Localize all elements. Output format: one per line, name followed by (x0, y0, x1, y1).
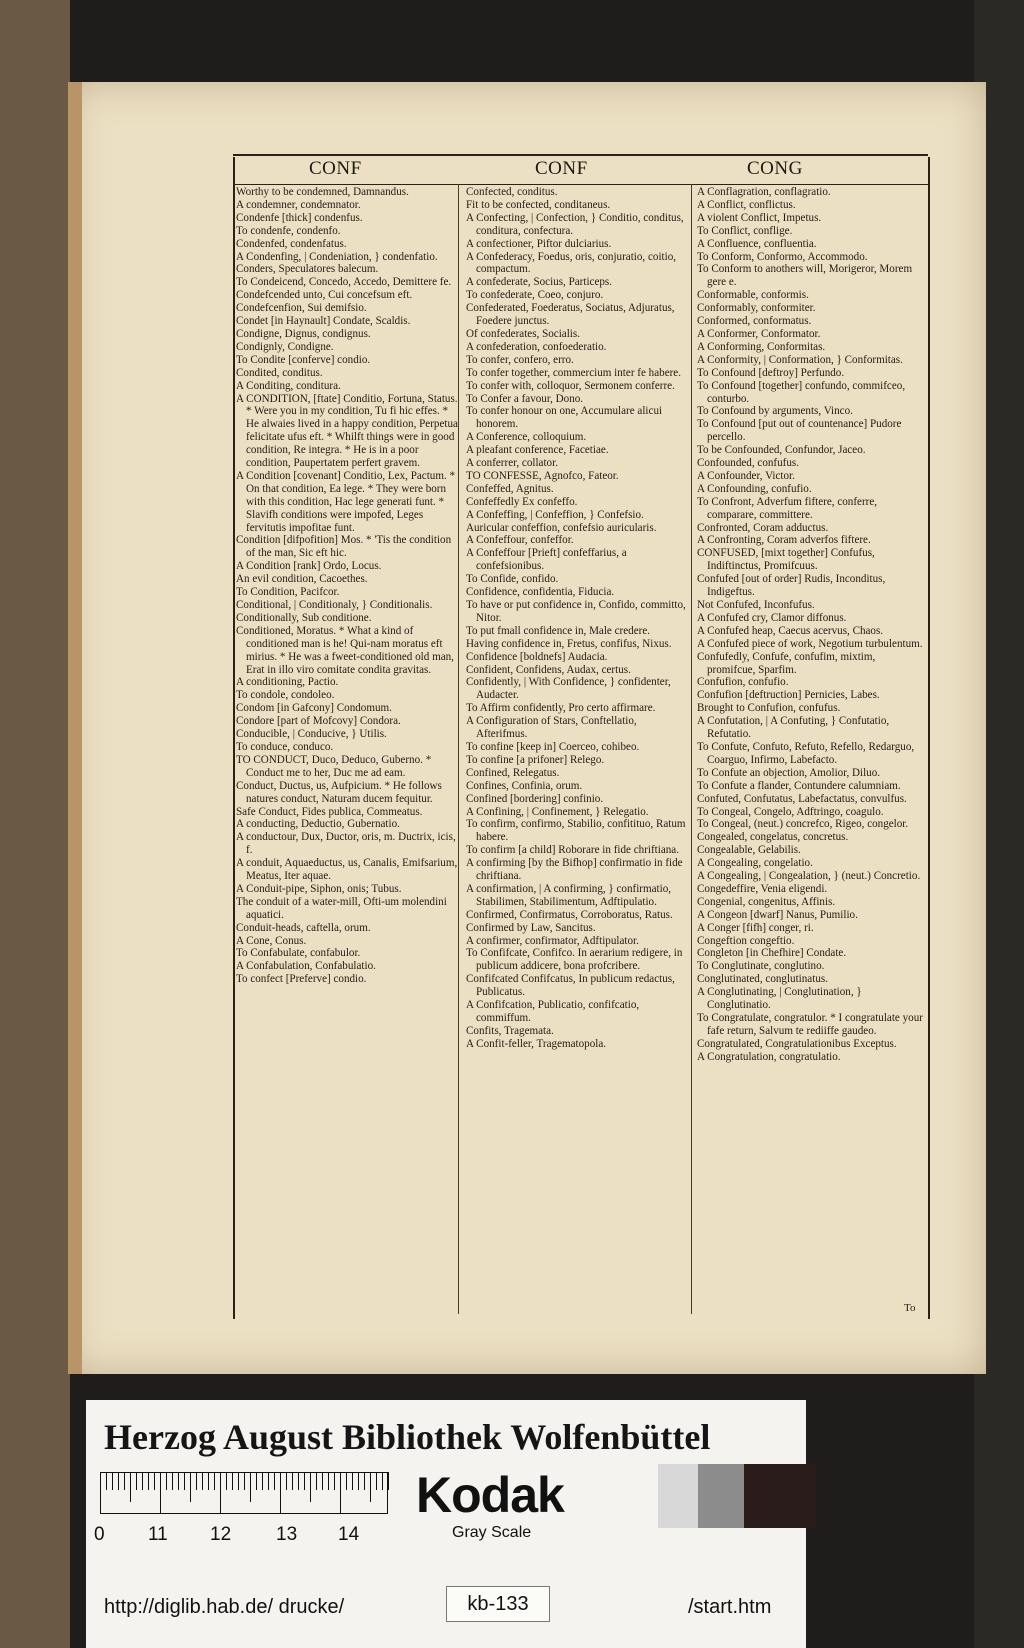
dictionary-entry: Congedeffire, Venia eligendi. (697, 882, 828, 895)
dictionary-entry: A Confutation, | A Confuting, } Confutatio, Refutatio. (697, 715, 890, 741)
dictionary-entry: Conditioned, Moratus. * What a kind of conditioned man is he! Qui-nam moratus eft mirius. * He was a fweet-conditioned old man, Erat in illo viro comitate condita gravitas. (236, 624, 454, 676)
dictionary-entry: A Conformity, | Conformation, } Conformitas. (697, 353, 903, 366)
scale-tick (292, 1472, 293, 1490)
scale-tick (178, 1472, 179, 1490)
dictionary-entry: Conduct, Ductus, us, Aufpicium. * He follows natures conduct, Naturam ducem fequitur. (236, 779, 442, 805)
dictionary-entry: Confirmed, Confirmatus, Corroboratus, Ratus. (466, 908, 673, 921)
dictionary-entry: Congealable, Gelabilis. (697, 844, 801, 857)
scale-number: 14 (338, 1524, 360, 1545)
dictionary-entry: Congenial, congenitus, Affinis. (697, 895, 836, 908)
scale-number: 11 (148, 1524, 168, 1545)
dictionary-entry: Condenfe [thick] condenfus. (236, 211, 363, 224)
dictionary-entry: Conformed, conformatus. (697, 315, 812, 328)
dictionary-entry: To Confute an objection, Amolior, Diluo. (697, 766, 881, 779)
scale-tick (226, 1472, 227, 1490)
scale-tick (388, 1472, 389, 1490)
dictionary-entry: Conditionally, Sub conditione. (236, 611, 372, 624)
scale-tick (364, 1472, 365, 1490)
column-rule (691, 184, 692, 1314)
dictionary-entry: Condigne, Dignus, condignus. (236, 327, 371, 340)
dictionary-entry: Confufed [out of order] Rudis, Inconditus, Indigeftus. (697, 573, 886, 599)
dictionary-entry: A Confounding, confufio. (697, 482, 812, 495)
scale-tick (274, 1472, 275, 1490)
scale-tick (160, 1472, 161, 1514)
dictionary-entry: A violent Conflict, Impetus. (697, 211, 822, 224)
dictionary-entry: Of confederates, Socialis. (466, 327, 580, 340)
dictionary-entry: A conferrer, collator. (466, 457, 558, 470)
dictionary-entry: A Confabulation, Confabulatio. (236, 960, 376, 973)
scale-tick (310, 1472, 311, 1502)
dictionary-entry: To Condeicend, Concedo, Accedo, Demittere fe. (236, 276, 452, 289)
dictionary-entry: TO CONDUCT, Duco, Deduco, Guberno. * Conduct me to her, Duc me ad eam. (236, 753, 432, 779)
scale-tick (196, 1472, 197, 1490)
scale-tick (154, 1472, 155, 1490)
dictionary-entry: Confirmed by Law, Sancitus. (466, 921, 596, 934)
dictionary-entry: To have or put confidence in, Confido, committo, Nitor. (466, 599, 686, 624)
dictionary-entry: Confifcated Confifcatus, In publicum redactus, Publicatus. (466, 973, 675, 999)
scale-number: 12 (210, 1524, 232, 1545)
scale-tick (250, 1472, 251, 1502)
scale-tick (142, 1472, 143, 1490)
scale-tick (190, 1472, 191, 1502)
dictionary-entry: Condore [part of Mofcovy] Condora. (236, 715, 401, 728)
dictionary-entry: A Conflict, conflictus. (697, 198, 796, 211)
dictionary-entry: A confederation, confoederatio. (466, 340, 607, 353)
dictionary-entry: Confident, Confidens, Audax, certus. (466, 663, 631, 676)
column-1 (236, 186, 458, 1312)
dictionary-entry: Congleton [in Chefhire] Condate. (697, 947, 847, 960)
kodak-logo: Kodak (416, 1467, 564, 1523)
scale-tick (202, 1472, 203, 1490)
dictionary-entry: Confufion [deftruction] Pernicies, Labes. (697, 689, 880, 702)
dictionary-entry: Condet [in Haynault] Condate, Scaldis. (236, 315, 411, 328)
dictionary-entry: Confined, Relegatus. (466, 766, 560, 779)
dictionary-entry: Congratulated, Congratulationibus Exceptus. (697, 1037, 897, 1050)
dictionary-entry: To condenfe, condenfo. (236, 224, 341, 237)
dictionary-entry: Conditional, | Conditionaly, } Conditionalis. (236, 599, 433, 611)
gray-patch-mid (698, 1464, 744, 1528)
dictionary-entry: To confer honour on one, Accumulare alicui honorem. (466, 405, 663, 431)
dictionary-entry: A Confufed heap, Caecus acervus, Chaos. (697, 624, 884, 637)
dictionary-entry: A conditioning, Pactio. (236, 676, 339, 689)
scale-number: 13 (276, 1524, 298, 1545)
dictionary-entry: Conduit-heads, caftella, orum. (236, 921, 371, 934)
dictionary-entry: A Confit-feller, Tragematopola. (466, 1037, 607, 1050)
scale-tick (352, 1472, 353, 1490)
scale-tick (298, 1472, 299, 1490)
dictionary-entry: Condited, conditus. (236, 366, 323, 379)
scale-tick (334, 1472, 335, 1490)
scale-tick (118, 1472, 119, 1490)
header-center: CONF (535, 158, 588, 179)
dictionary-entry: A Confeffour [Prieft] confeffarius, a confefsionibus. (466, 547, 627, 573)
dictionary-entry: A Congratulation, congratulatio. (697, 1050, 841, 1063)
dictionary-entry: Condefcended unto, Cui concefsum eft. (236, 289, 413, 302)
dictionary-entry: A Confecting, | Confection, } Conditio, conditus, conditura, confectura. (466, 211, 684, 237)
column-3 (697, 186, 923, 1312)
dictionary-entry: To Confabulate, confabulor. (236, 947, 361, 960)
dictionary-entry: To confer with, colloquor, Sermonem conferre. (466, 379, 675, 392)
dictionary-entry: A Confufed piece of work, Negotium turbulentum. (697, 637, 923, 650)
dictionary-entry: To Conform, Conformo, Accommodo. (697, 250, 868, 263)
dictionary-entry: A confirmer, confirmator, Adftipulator. (466, 934, 639, 947)
dictionary-entry: To be Confounded, Confundor, Jaceo. (697, 444, 866, 457)
shelfmark-box: kb-133 (446, 1586, 550, 1622)
dictionary-entry: To confer together, commercium inter fe habere. (466, 366, 682, 379)
dictionary-entry: To Confound [together] confundo, commifceo, conturbo. (697, 379, 906, 405)
dictionary-entry: To Confound by arguments, Vinco. (697, 405, 853, 418)
column-rule (458, 184, 459, 1314)
dictionary-entry: Conders, Speculatores balecum. (236, 263, 379, 276)
dictionary-entry: To Congeal, Congelo, Adftringo, coagulo. (697, 805, 884, 818)
scale-tick (148, 1472, 149, 1490)
dictionary-entry: To conduce, conduco. (236, 740, 334, 753)
dictionary-entry: To confect [Preferve] condio. (236, 973, 367, 986)
dictionary-entry: Confederated, Foederatus, Sociatus, Adjuratus, Foedere junctus. (466, 302, 675, 328)
start-path: /start.htm (688, 1596, 772, 1618)
dictionary-entry: Congeftion congeftio. (697, 934, 795, 947)
scale-tick (130, 1472, 131, 1502)
column-2 (466, 186, 688, 1312)
library-url: http://diglib.hab.de/ drucke/ (104, 1596, 345, 1618)
dictionary-entry: Auricular confeffion, confefsio auricularis. (466, 521, 657, 534)
header-right: CONG (747, 158, 803, 179)
dictionary-entry: A Congeon [dwarf] Nanus, Pumilio. (697, 908, 858, 921)
scale-tick (112, 1472, 113, 1490)
dictionary-entry: To Confer a favour, Dono. (466, 392, 584, 405)
dictionary-entry: A confirming [by the Bifhop] confirmatio in fide chriftiana. (466, 857, 683, 883)
dictionary-entry: A Cone, Conus. (236, 934, 307, 947)
dictionary-entry: A Conger [fifh] conger, ri. (697, 921, 814, 934)
dictionary-entry: Confeffedly Ex confeffo. (466, 495, 578, 508)
dictionary-entry: A Confufed cry, Clamor diffonus. (697, 611, 847, 624)
dictionary-entry: To condole, condoleo. (236, 689, 335, 702)
dictionary-entry: Confronted, Coram adductus. (697, 521, 829, 534)
dictionary-entry: Condignly, Condigne. (236, 340, 334, 353)
gray-patch-dark (744, 1464, 816, 1528)
scale-tick (106, 1472, 107, 1490)
scale-tick (322, 1472, 323, 1490)
dictionary-entry: An evil condition, Cacoethes. (236, 573, 368, 586)
dictionary-entry: A Confining, | Confinement, } Relegatio. (466, 805, 649, 818)
dictionary-entry: To put fmall confidence in, Male credere. (466, 624, 651, 637)
scale-tick (244, 1472, 245, 1490)
dictionary-entry: A Confeffing, | Confeffion, } Confefsio. (466, 508, 644, 521)
scale-tick (346, 1472, 347, 1490)
scale-tick (256, 1472, 257, 1490)
scale-tick (208, 1472, 209, 1490)
dictionary-entry: A Condition [rank] Ordo, Locus. (236, 560, 382, 573)
dictionary-entry: Confidence [boldnefs] Audacia. (466, 650, 608, 663)
dictionary-entry: Safe Conduct, Fides publica, Commeatus. (236, 805, 423, 818)
dictionary-entry: The conduit of a water-mill, Ofti-um molendini aquatici. (236, 895, 447, 921)
dictionary-entry: Confufedly, Confufe, confufim, mixtim, promifcue, Sparfim. (697, 650, 876, 676)
dictionary-entry: A Congealing, congelatio. (697, 857, 813, 870)
dictionary-entry: A Condenfing, | Condeniation, } condenfatio. (236, 250, 438, 263)
scale-tick (166, 1472, 167, 1490)
catchword: To (904, 1302, 916, 1314)
dictionary-entry: Confidently, | With Confidence, } confidenter, Audacter. (466, 676, 671, 702)
dictionary-entry: To Congeal, (neut.) concrefco, Rigeo, congelor. (697, 818, 909, 831)
dictionary-entry: A Conglutinating, | Conglutination, } Conglutinatio. (697, 986, 862, 1012)
dictionary-entry: Condition [difpofition] Mos. * 'Tis the condition of the man, Sic eft hic. (236, 534, 452, 560)
dictionary-entry: To Condition, Pacifcor. (236, 586, 340, 599)
library-name: Herzog August Bibliothek Wolfenbüttel (104, 1417, 711, 1457)
scale-tick (286, 1472, 287, 1490)
dictionary-entry: A Confluence, confluentia. (697, 237, 817, 250)
dictionary-entry: To Conglutinate, conglutino. (697, 960, 825, 973)
dictionary-entry: To Confront, Adverfum fiftere, conferre, comparare, committere. (697, 495, 878, 521)
dictionary-entry: Confounded, confufus. (697, 457, 799, 470)
dictionary-entry: Conducible, | Conducive, } Utilis. (236, 728, 387, 741)
scale-tick (340, 1472, 341, 1514)
dictionary-entry: To Congratulate, congratulor. * I congratulate your fafe return, Salvum te rediiffe gaudeo. (697, 1012, 923, 1037)
book-gutter (0, 0, 70, 1648)
dictionary-entry: Confines, Confinia, orum. (466, 779, 583, 792)
dictionary-entry: To confine [a prifoner] Relego. (466, 753, 605, 766)
dictionary-entry: CONFUSED, [mixt together] Confufus, Indiftinctus, Promifcuus. (697, 547, 875, 573)
dictionary-entry: To Confifcate, Confifco. In aerarium redigere, in publicum addicere, bona profcribere. (466, 947, 683, 973)
scale-tick (370, 1472, 371, 1502)
dictionary-entry: A conduit, Aquaeductus, us, Canalis, Emifsarium, Meatus, Iter aquae. (236, 857, 458, 883)
dictionary-entry: A pleafant conference, Facetiae. (466, 444, 609, 457)
dictionary-entry: A Confronting, Coram adverfos fiftere. (697, 534, 871, 547)
dictionary-entry: A confederate, Socius, Particeps. (466, 276, 613, 289)
scale-tick (232, 1472, 233, 1490)
dictionary-entry: To confederate, Coeo, conjuro. (466, 289, 604, 302)
dictionary-entry: A Condition [covenant] Conditio, Lex, Pactum. * On that condition, Ea lege. * They were born with this condition, Hac lege generati funt. * Slavifh conditions were impofed, Leges fervitutis impofitae funt. (236, 469, 456, 534)
dictionary-entry: A Congealing, | Congealation, } (neut.) Concretio. (697, 870, 921, 883)
scale-tick (172, 1472, 173, 1490)
dictionary-entry: A condemner, condemnator. (236, 198, 361, 211)
scale-number: 0 (94, 1524, 105, 1545)
dictionary-entry: Confidence, confidentia, Fiducia. (466, 586, 615, 599)
scale-tick (262, 1472, 263, 1490)
dictionary-entry: Not Confufed, Inconfufus. (697, 599, 815, 611)
dictionary-entry: Worthy to be condemned, Damnandus. (236, 186, 409, 198)
dictionary-entry: Brought to Confufion, confufus. (697, 702, 841, 715)
dictionary-entry: To Confound [deftroy] Perfundo. (697, 366, 845, 379)
dictionary-entry: Conformably, conformiter. (697, 302, 816, 315)
dictionary-entry: A Conformer, Conformator. (697, 327, 821, 340)
scale-tick (238, 1472, 239, 1490)
dictionary-entry: Confined [bordering] confinio. (466, 792, 604, 805)
dictionary-entry: A Conditing, conditura. (236, 379, 341, 392)
dictionary-entry: A Conduit-pipe, Siphon, onis; Tubus. (236, 882, 402, 895)
dictionary-entry: To confirm [a child] Roborare in fide chriftiana. (466, 844, 680, 857)
dictionary-entry: Conformable, conformis. (697, 289, 809, 302)
measure-scale (100, 1472, 388, 1514)
dictionary-entry: A confectioner, Piftor dulciarius. (466, 237, 612, 250)
header-left: CONF (309, 158, 362, 179)
dictionary-entry: A Conforming, Conformitas. (697, 340, 826, 353)
dictionary-entry: A Confounder, Victor. (697, 469, 795, 482)
dictionary-entry: To Confide, confido. (466, 573, 559, 586)
scale-tick (280, 1472, 281, 1514)
scale-tick (136, 1472, 137, 1490)
scale-tick (184, 1472, 185, 1490)
dictionary-entry: To Affirm confidently, Pro certo affirmare. (466, 702, 656, 715)
dictionary-entry: Congealed, congelatus, concretus. (697, 831, 849, 844)
page-edge (68, 82, 82, 1374)
scale-tick (214, 1472, 215, 1490)
dictionary-entry: Confufion, confufio. (697, 676, 789, 689)
scale-tick (328, 1472, 329, 1490)
dictionary-entry: To Confute a flander, Contundere calumniam. (697, 779, 901, 792)
dictionary-entry: A Confifcation, Publicatio, confifcatio, commiffum. (466, 999, 640, 1024)
scale-tick (220, 1472, 221, 1514)
dictionary-entry: Confuted, Confutatus, Labefactatus, convulfus. (697, 792, 907, 805)
dictionary-entry: Confeffed, Agnitus. (466, 482, 554, 495)
scale-tick (304, 1472, 305, 1490)
dictionary-entry: Confits, Tragemata. (466, 1024, 554, 1037)
dictionary-entry: A Conflagration, conflagratio. (697, 186, 831, 198)
dictionary-entry: To confer, confero, erro. (466, 353, 574, 366)
dictionary-entry: Condom [in Gafcony] Condomum. (236, 702, 392, 715)
dictionary-entry: Conglutinated, conglutinatus. (697, 973, 828, 986)
dictionary-entry: Fit to be confected, conditaneus. (466, 198, 611, 211)
dictionary-entry: To confine [keep in] Coerceo, cohibeo. (466, 740, 640, 753)
scale-tick (376, 1472, 377, 1490)
dictionary-entry: A confirmation, | A confirming, } confirmatio, Stabilimen, Stabilimentum, Adftipulatio. (466, 882, 672, 908)
scale-tick (124, 1472, 125, 1490)
dictionary-entry: To confirm, confirmo, Stabilio, confitituo, Ratum habere. (466, 818, 686, 844)
scale-tick (316, 1472, 317, 1490)
dictionary-entry: To Condite [conferve] condio. (236, 353, 371, 366)
scale-tick (268, 1472, 269, 1490)
dictionary-entry: Having confidence in, Fretus, confifus, Nixus. (466, 637, 672, 650)
dictionary-entry: A CONDITION, [ftate] Conditio, Fortuna, Status. * Were you in my condition, Tu fi hic effes. * He alwaies lived in a happy condition, Perpetua felicitate ufus eft. * Whilft things were in good condition, Re integra. * He is in a poor condition, Paupertatem perfert gravem. (236, 392, 458, 470)
scale-tick (382, 1472, 383, 1490)
dictionary-entry: Condefcenfion, Sui demifsio. (236, 302, 367, 315)
scale-tick (100, 1472, 101, 1514)
dictionary-entry: A conductour, Dux, Ductor, oris, m. Ductrix, icis, f. (236, 831, 456, 857)
scale-tick (358, 1472, 359, 1490)
dictionary-entry: Confected, conditus. (466, 186, 558, 198)
color-target-card (86, 1400, 806, 1648)
dictionary-entry: A Conference, colloquium. (466, 431, 587, 444)
dictionary-entry: To Confute, Confuto, Refuto, Refello, Redarguo, Coarguo, Infirmo, Labefacto. (697, 740, 915, 766)
dictionary-entry: To Conform to anothers will, Morigeror, Morem gere e. (697, 263, 913, 289)
gray-scale-label: Gray Scale (452, 1524, 532, 1541)
dictionary-entry: To Conflict, conflige. (697, 224, 793, 237)
dictionary-entry: A conducting, Deductio, Gubernatio. (236, 818, 400, 831)
dictionary-entry: TO CONFESSE, Agnofco, Fateor. (466, 469, 619, 482)
dictionary-entry: A Confeffour, confeffor. (466, 534, 574, 547)
dictionary-entry: To Confound [put out of countenance] Pudore percello. (697, 418, 902, 444)
dictionary-entry: Condenfed, condenfatus. (236, 237, 347, 250)
dictionary-entry: A Configuration of Stars, Conftellatio, Afterifmus. (466, 715, 637, 741)
dictionary-entry: A Confederacy, Foedus, oris, conjuratio, coitio, compactum. (466, 250, 677, 276)
